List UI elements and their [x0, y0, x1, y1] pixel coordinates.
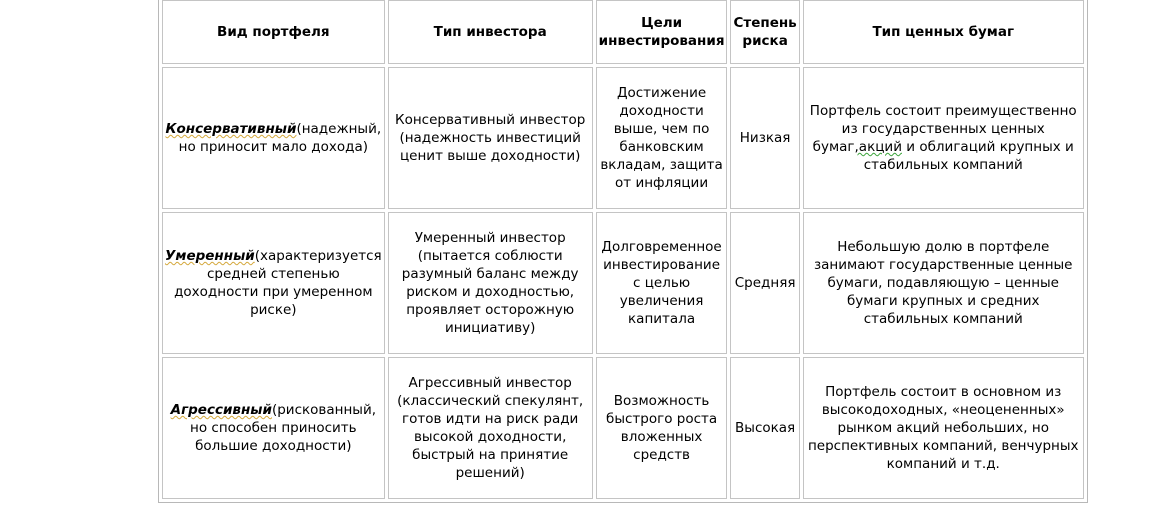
table-row [162, 357, 1084, 499]
risk-cell: Высокая [730, 357, 799, 499]
header-portfolio-type: Вид портфеля [162, 0, 385, 64]
securities-cell: Портфель состоит в основном из высокодоходных, «неоцененных» рынком акций небольших, но перспективных компаний, венчурных компаний и т.д. [803, 357, 1084, 499]
securities-cell: Небольшую долю в портфеле занимают государственные ценные бумаги, подавляющую – ценные бумаги крупных и средних стабильных компаний [803, 212, 1084, 354]
portfolio-name: Умеренный [165, 248, 255, 264]
header-investor-type: Тип инвестора [388, 0, 593, 64]
header-goals: Цели инвестирования [596, 0, 728, 64]
securities-text-rest: и облигаций крупных и стабильных компаний [863, 139, 1074, 173]
portfolio-name: Агрессивный [170, 402, 272, 418]
investor-cell: Умеренный инвестор (пытается соблюсти разумный баланс между риском и доходностью, проявляет осторожную инициативу) [388, 212, 593, 354]
goal-cell: Долговременное инвестирование с целью увеличения капитала [596, 212, 728, 354]
portfolio-description: (характеризуется средней степенью доходности при умеренном риске) [174, 248, 382, 318]
portfolio-cell [162, 212, 385, 354]
header-risk: Степень риска [730, 0, 799, 64]
securities-cell [803, 67, 1084, 209]
portfolio-description: (рискованный, но способен приносить большие доходности) [190, 402, 377, 454]
securities-text: Портфель состоит преимущественно из государственных ценных бумаг [809, 103, 1077, 155]
table-row [162, 67, 1084, 209]
table-header-row [162, 0, 1084, 64]
securities-text-marked: ,акций [854, 139, 902, 155]
portfolio-types-table [158, 0, 1088, 503]
risk-cell: Средняя [730, 212, 799, 354]
goal-cell: Достижение доходности выше, чем по банковским вкладам, защита от инфляции [596, 67, 728, 209]
header-securities: Тип ценных бумаг [803, 0, 1084, 64]
portfolio-cell [162, 67, 385, 209]
investor-cell: Агрессивный инвестор (классический спекулянт, готов идти на риск ради высокой доходности, быстрый на принятие решений) [388, 357, 593, 499]
risk-cell: Низкая [730, 67, 799, 209]
portfolio-cell [162, 357, 385, 499]
table-row [162, 212, 1084, 354]
portfolio-description: (надежный, но приносит мало дохода) [178, 121, 382, 155]
portfolio-name: Консервативный [165, 121, 297, 137]
investor-cell: Консервативный инвестор (надежность инвестиций ценит выше доходности) [388, 67, 593, 209]
goal-cell: Возможность быстрого роста вложенных средств [596, 357, 728, 499]
